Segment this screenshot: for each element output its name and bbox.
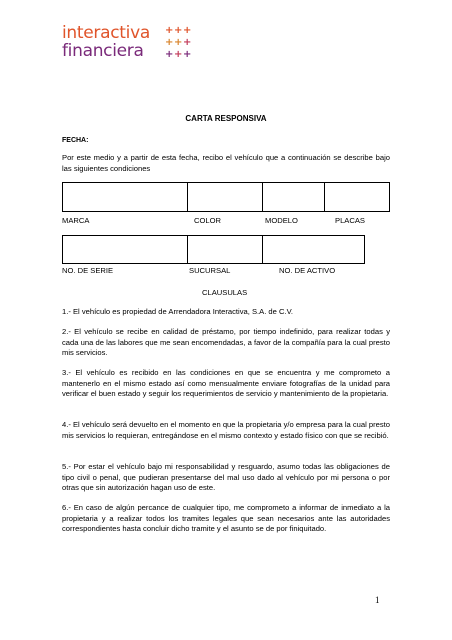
clause-2: 2.- El vehículo se recibe en calidad de préstamo, por tiempo indefinido, para realizar todas y cada una de las labores que me sean encomendadas, a favor de la compañía para la cual presto mis servicios. <box>62 327 390 357</box>
table-divider <box>262 236 263 263</box>
vehicle-info-table-1 <box>62 182 390 212</box>
label-no-serie: NO. DE SERIE <box>62 266 114 275</box>
intro-paragraph: Por este medio y a partir de esta fecha, recibo el vehículo que a continuación se describe bajo las siguientes condiciones <box>62 153 390 173</box>
clause-1: 1.- El vehículo es propiedad de Arrendadora Interactiva, S.A. de C.V. <box>62 307 294 316</box>
plus-icon: + <box>174 25 183 36</box>
page-number: 1 <box>375 595 380 605</box>
company-logo <box>62 24 192 66</box>
plus-icon: + <box>165 37 174 48</box>
plus-icon: + <box>183 49 192 60</box>
clausulas-heading: CLAUSULAS <box>202 288 248 297</box>
clause-4: 4.- El vehículo será devuelto en el momento en que la propietaria y/o empresa para la cual presto mis servicios lo requieran, entregándose en el mismo contexto y estado físico con que se recibió. <box>62 420 390 440</box>
logo-plus-icon-grid <box>165 26 193 64</box>
plus-icon: + <box>165 25 174 36</box>
table-divider <box>262 183 263 211</box>
table-divider <box>324 183 325 211</box>
plus-icon: + <box>174 49 183 60</box>
document-title: CARTA RESPONSIVA <box>185 114 267 123</box>
plus-icon: + <box>183 37 192 48</box>
fecha-label: FECHA: <box>62 137 89 144</box>
vehicle-info-table-2 <box>62 235 365 264</box>
label-no-activo: NO. DE ACTIVO <box>279 266 336 275</box>
plus-icon: + <box>183 25 192 36</box>
label-sucursal: SUCURSAL <box>189 266 231 275</box>
label-color: COLOR <box>194 216 222 225</box>
label-placas: PLACAS <box>335 216 365 225</box>
clause-6: 6.- En caso de algún percance de cualquier tipo, me comprometo a informar de inmediato a la propietaria y a realizar todos los tramites legales que sean necesarios ante las autoridades correspondientes hasta concluir dicho tramite y el asunto se de por finiquitado. <box>62 503 390 533</box>
logo-text-line2: financiera <box>62 41 144 61</box>
label-marca: MARCA <box>62 216 90 225</box>
label-modelo: MODELO <box>265 216 298 225</box>
plus-icon: + <box>165 49 174 60</box>
clause-3: 3.- El vehículo es recibido en las condiciones en que se encuentra y me comprometo a mantenerlo en el mismo estado así como mensualmente enviare fotografías de la unidad para verificar el buen estado y seguir los requerimientos de servicio y mantenimiento de la propietaria. <box>62 368 390 398</box>
table-divider <box>187 236 188 263</box>
logo-text-line1: interactiva <box>62 23 150 43</box>
table-divider <box>187 183 188 211</box>
plus-icon: + <box>174 37 183 48</box>
clause-5: 5.- Por estar el vehículo bajo mi responsabilidad y resguardo, asumo todas las obligaciones de tipo civil o penal, que pudieran presentarse del mal uso dado al vehículo por mi persona o por otras que sin autorización hagan uso de este. <box>62 462 390 492</box>
